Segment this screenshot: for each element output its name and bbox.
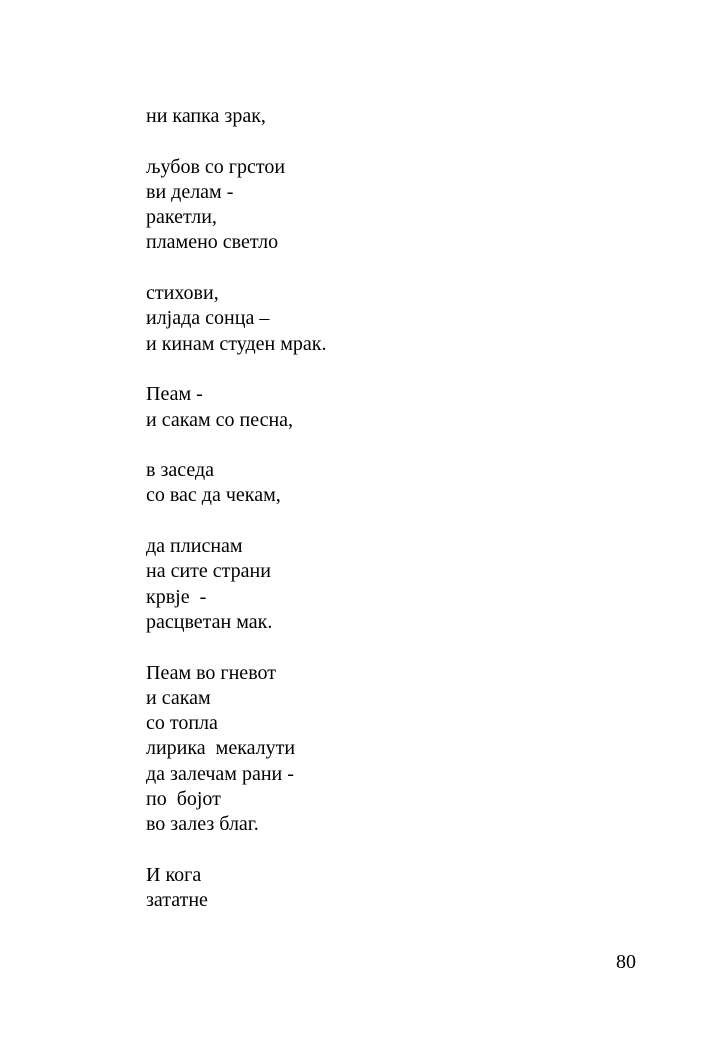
poem-line: И кога xyxy=(146,863,202,886)
stanza-gap xyxy=(146,357,606,382)
poem-line: и сакам xyxy=(146,686,211,709)
page-number: 80 xyxy=(616,951,636,973)
poem-line: ви делам - xyxy=(146,180,234,203)
stanza-gap xyxy=(146,433,606,458)
poem-line: со топла xyxy=(146,712,218,735)
stanza-gap xyxy=(146,838,606,863)
poem-line: на сите страни xyxy=(146,560,271,583)
poem-line: илјада сонца – xyxy=(146,307,270,330)
poem-line: пламено светло xyxy=(146,231,279,254)
poem-line: зататне xyxy=(146,889,208,912)
poem-line: да плиснам xyxy=(146,535,243,558)
poem-line: во залез благ. xyxy=(146,813,259,836)
poem-line: по бојот xyxy=(146,788,221,811)
stanza-gap xyxy=(146,256,606,281)
poem-line: стихови, xyxy=(146,282,219,305)
stanza-gap xyxy=(146,129,606,154)
poem-line: да залечам рани - xyxy=(146,762,294,785)
poem-line: расцветан мак. xyxy=(146,610,273,633)
poem-line: љубов со грстои xyxy=(146,155,286,178)
poem-line: Пеам во гневот xyxy=(146,661,276,684)
poem-line: лирика мекалути xyxy=(146,737,296,760)
poem-line: и кинам студен мрак. xyxy=(146,332,327,355)
poem-line: со вас да чекам, xyxy=(146,484,281,507)
poem-line: ни капка зрак, xyxy=(146,105,266,127)
poem-line: в заседа xyxy=(146,459,215,482)
poem-line: крвје - xyxy=(146,585,207,608)
poem-line: и сакам со песна, xyxy=(146,408,294,431)
poem-text xyxy=(146,104,606,914)
poem-line: ракетли, xyxy=(146,206,217,229)
poem-line: Пеам - xyxy=(146,383,203,406)
stanza-gap xyxy=(146,635,606,660)
stanza-gap xyxy=(146,509,606,534)
